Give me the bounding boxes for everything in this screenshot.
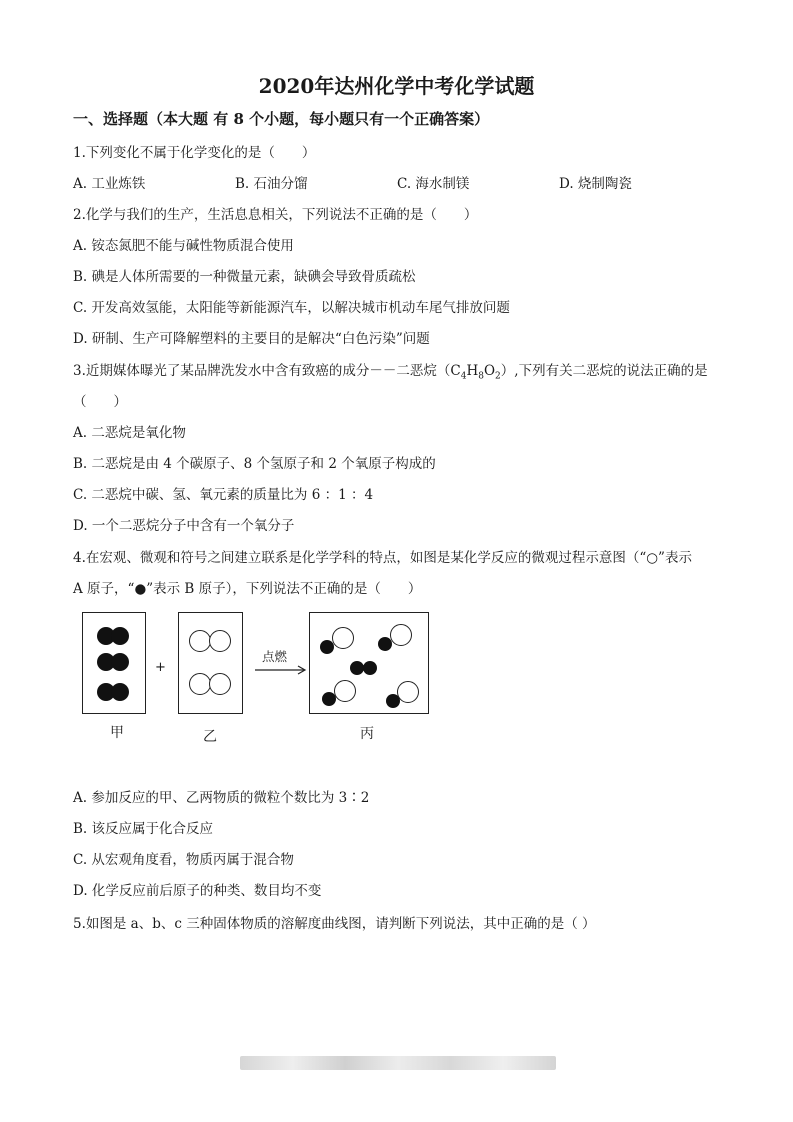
question-3-stem-end: ）,下列有关二恶烷的说法正确的是 bbox=[500, 363, 708, 379]
question-2-option-b: B. 碘是人体所需要的一种微量元素，缺碘会导致骨质疏松 bbox=[73, 269, 416, 285]
formula-subscript-o: 2 bbox=[495, 371, 501, 382]
question-1-option-c: C. 海水制镁 bbox=[397, 176, 470, 192]
label-jia: 甲 bbox=[110, 725, 124, 741]
question-4-option-a: A. 参加反应的甲、乙两物质的微粒个数比为 3∶2 bbox=[73, 790, 370, 806]
b-atom bbox=[363, 661, 377, 675]
label-bing: 丙 bbox=[360, 726, 374, 742]
plus-sign: + bbox=[155, 660, 166, 675]
a-atom bbox=[209, 673, 231, 695]
question-2-stem: 2.化学与我们的生产，生活息息相关，下列说法不正确的是（ ） bbox=[73, 207, 478, 223]
formula-o: O bbox=[483, 363, 496, 379]
question-2-option-d: D. 研制、生产可降解塑料的主要目的是解决“白色污染”问题 bbox=[73, 331, 430, 347]
a-atom bbox=[397, 681, 419, 703]
a-atom bbox=[189, 673, 211, 695]
question-3-option-c: C. 二恶烷中碳、氢、氧元素的质量比为 6 ：1 ：4 bbox=[73, 487, 374, 503]
formula-subscript-c: 4 bbox=[460, 371, 467, 382]
question-5-stem: 5.如图是 a、b、c 三种固体物质的溶解度曲线图，请判断下列说法，其中正确的是（ ） bbox=[73, 916, 596, 932]
reaction-arrow-icon bbox=[254, 664, 308, 676]
b-atom bbox=[111, 683, 129, 701]
question-3-stem-line2: （ ） bbox=[73, 394, 127, 410]
question-3-stem bbox=[73, 359, 708, 382]
a-atom bbox=[334, 680, 356, 702]
question-2-option-c: C. 开发高效氢能，太阳能等新能源汽车，以解决城市机动车尾气排放问题 bbox=[73, 300, 510, 316]
label-yi: 乙 bbox=[203, 729, 217, 745]
a-atom bbox=[332, 627, 354, 649]
reactant-jia-box bbox=[82, 612, 146, 714]
question-3-option-a: A. 二恶烷是氧化物 bbox=[73, 425, 186, 441]
formula-h: H bbox=[466, 363, 479, 379]
b-atom bbox=[350, 661, 364, 675]
question-3-option-b: B. 二恶烷是由 4 个碳原子、8 个氢原子和 2 个氧原子构成的 bbox=[73, 456, 436, 472]
b-atom bbox=[111, 653, 129, 671]
reactant-yi-box bbox=[178, 612, 243, 714]
question-3-stem-start: 3.近期媒体曝光了某品牌洗发水中含有致癌的成分－－二恶烷（C bbox=[73, 363, 461, 379]
product-bing-box bbox=[309, 612, 429, 714]
a-atom bbox=[189, 630, 211, 652]
question-4-option-d: D. 化学反应前后原子的种类、数目均不变 bbox=[73, 883, 322, 899]
arrow-condition-label: 点燃 bbox=[262, 649, 288, 664]
blurred-footer-watermark bbox=[240, 1056, 556, 1070]
formula-subscript-h: 8 bbox=[478, 371, 484, 382]
question-1-option-d: D. 烧制陶瓷 bbox=[559, 176, 632, 192]
question-4-option-c: C. 从宏观角度看，物质丙属于混合物 bbox=[73, 852, 294, 868]
question-4-stem-line1: 4.在宏观、微观和符号之间建立联系是化学学科的特点，如图是某化学反应的微观过程示意图（“○”表示 bbox=[73, 550, 692, 566]
question-4-stem-line2: A 原子，“●”表示 B 原子），下列说法不正确的是（ ） bbox=[73, 581, 422, 597]
question-1-option-b: B. 石油分馏 bbox=[235, 176, 308, 192]
question-1-option-a: A. 工业炼铁 bbox=[73, 176, 146, 192]
question-3-option-d: D. 一个二恶烷分子中含有一个氧分子 bbox=[73, 518, 295, 534]
section-heading: 一、选择题（本大题 有 8 个小题，每小题只有一个正确答案） bbox=[73, 110, 490, 128]
b-atom bbox=[111, 627, 129, 645]
question-1-stem: 1.下列变化不属于化学变化的是（ ） bbox=[73, 145, 316, 161]
a-atom bbox=[209, 630, 231, 652]
a-atom bbox=[390, 624, 412, 646]
question-2-option-a: A. 铵态氮肥不能与碱性物质混合使用 bbox=[73, 238, 294, 254]
page-title: 2020年达州化学中考化学试题 bbox=[258, 74, 535, 98]
question-4-option-b: B. 该反应属于化合反应 bbox=[73, 821, 214, 837]
